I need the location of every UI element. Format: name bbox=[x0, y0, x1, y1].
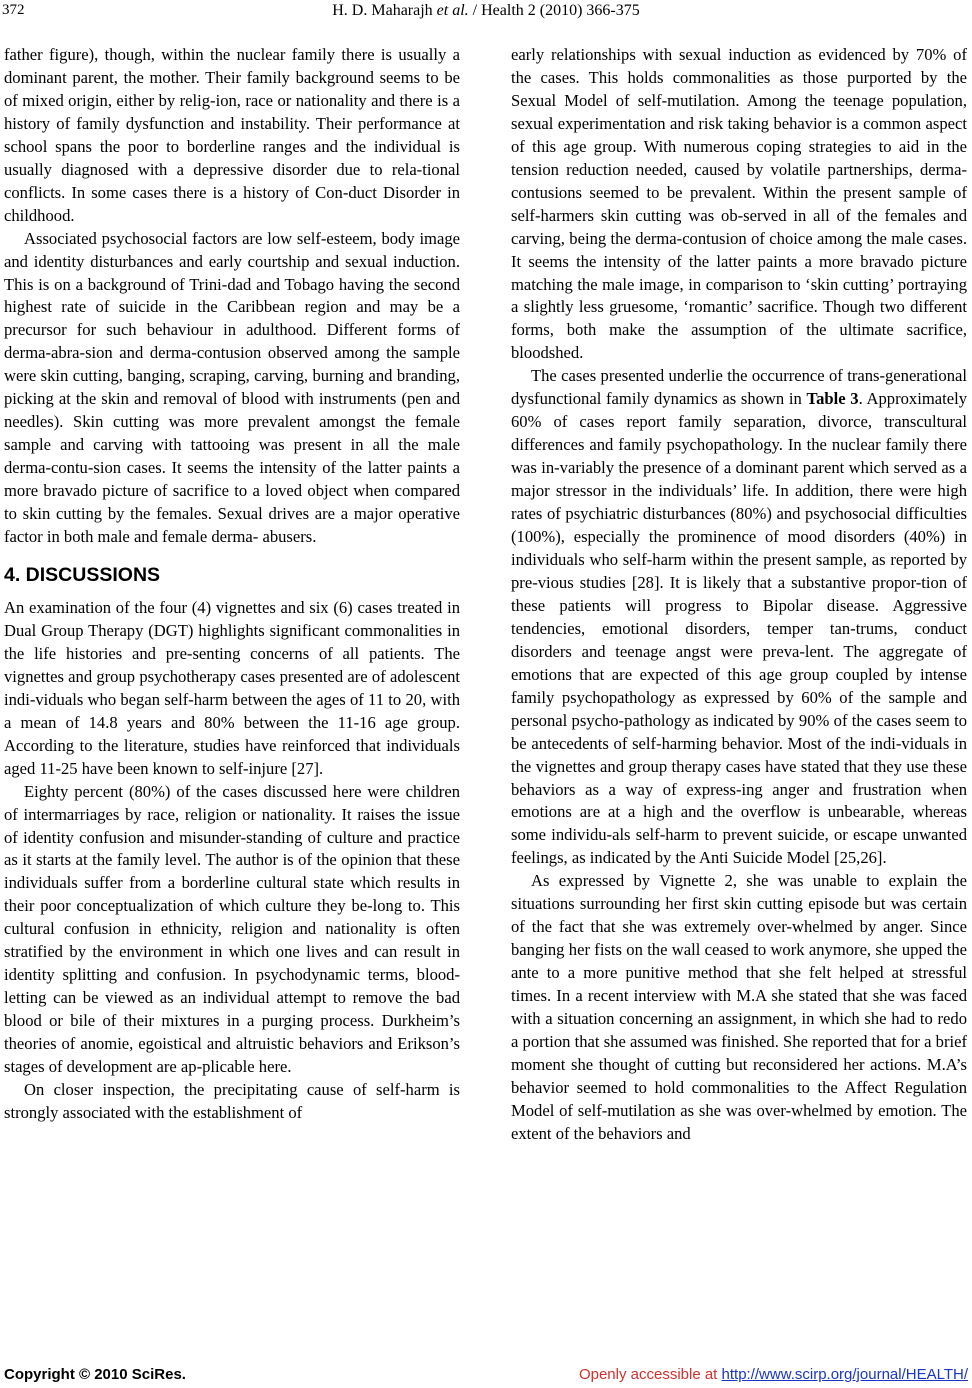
right-paragraph-1: early relationships with sexual induction as evidenced by 70% of the cases. This holds commonalities as those purported by the Sexual Model of self-mutilation. Among the teenage population, sexual experimentation and risk taking behavior is a common aspect of this age group. With numerous coping strategies to aid in the tension reduction needed, caused by volatile partnerships, derma-contusions seemed to be prevalent. Within the present sample of self-harmers skin cutting was ob-served in all of the females and carving, being the derma-contusion of choice among the male cases. It seems the intensity of the latter paints a more bravado picture matching the male image, in comparison to ‘skin cutting’ portraying a slightly less gruesome, ‘romantic’ sacrifice. Though two different forms, both make the assumption of the ultimate sacrifice, bloodshed. bbox=[511, 45, 967, 363]
left-paragraph-2: Associated psychosocial factors are low self-esteem, body image and identity disturbances and early courtship and sexual induction. This is on a background of Trini-dad and Tobago having the second highest rate of suicide in the Caribbean region and may be a precursor for such behaviour in adulthood. Different forms of derma-abra-sion and derma-contusion observed among the sample were skin cutting, banging, scraping, carving, burning and branding, picking at the skin and removal of blood with instruments (pen and needles). Skin cutting was more prevalent amongst the female sample and carving with tattooing was present in all the male derma-contu-sion cases. It seems the intensity of the latter paints a more bravado picture of sacrifice to a loved object when compared to skin cutting by the females. Sexual drives are a major operative factor in both male and female derma- abusers. bbox=[4, 228, 460, 547]
header-authors: H. D. Maharajh bbox=[332, 2, 437, 19]
left-paragraph-5: On closer inspection, the precipitating cause of self-harm is strongly associated with the establishment of bbox=[4, 1079, 460, 1122]
header-etal: et al. bbox=[436, 2, 469, 19]
right-paragraph-2 bbox=[511, 365, 967, 870]
header-journal: / Health 2 (2010) 366-375 bbox=[468, 2, 640, 19]
left-column bbox=[4, 44, 460, 1125]
left-paragraph-3: An examination of the four (4) vignettes and six (6) cases treated in Dual Group Therapy (DGT) highlights significant commonalities in the life histories and pre-senting concerns of all patients. The vignettes and group psychotherapy cases presented are of adolescent indi-viduals who began self-harm between the ages of 11 to 20, with a mean of 14.8 years and 80% between the 11-16 age group. According to the literature, studies have reinforced that individuals aged 11-25 have been known to self-injure [27]. bbox=[4, 597, 460, 778]
left-paragraph-4: Eighty percent (80%) of the cases discussed here were children of intermarriages by race, religion or nationality. It raises the issue of identity confusion and misunder-standing of culture and practice as it starts at the family level. The author is of the opinion that these individuals suffer from a borderline cultural state which results in their poor conceptualization of which culture they be-long to. This cultural confusion in ethnicity, religion and nationality is often stratified by the environment in which one lives and can result in identity splitting and confusion. In psychodynamic terms, blood- letting can be viewed as an individual attempt to remove the bad blood or bile of their mixtures in a purging process. Durkheim’s theories of anomie, egoistical and altruistic behaviors and Erikson’s stages of development are ap-plicable here. bbox=[4, 781, 460, 1077]
footer-copyright: Copyright © 2010 SciRes. bbox=[4, 1366, 186, 1383]
right-paragraph-2-rest: . Approximately 60% of cases report family separation, divorce, transcultural differences and family psychopathology. In the nuclear family there was in-variably the presence of a dominant parent which served as a major stressor in the individuals’ life. In addition, there were high rates of psychiatric disturbances (80%) and psychosocial difficulties (100%), especially the prominence of mood disorders (40%) in individuals who self-harm within the present sample, as reported by pre-vious studies [28]. It is likely that a substantive propor-tion of these patients will progress to Bipolar disease. Aggressive tendencies, emotional disorders, temper tan-trums, conduct disorders and teenage angst were preva-lent. The aggregate of emotions that are expected of this age group coupled by intense family psychopathology as expressed by 60% of the sample and personal psycho-pathology as indicated by 90% of the cases seem to be antecedents of self-harming behavior. Most of the indi-viduals in the vignettes and group therapy cases have stated that they use these behaviors as a way of express-ing anger and frustration when emotions are at a high and the overflow is unbearable, whereas some individu-als self-harm to prevent suicide, or escape unwanted feelings, as indicated by the Anti Suicide Model [25,26]. bbox=[511, 389, 967, 868]
right-paragraph-2-start: The cases presented underlie the occurrence of trans-generational dysfunctional family dynamics as shown in bbox=[511, 366, 967, 409]
journal-url-link[interactable]: http://www.scirp.org/journal/HEALTH/ bbox=[721, 1366, 968, 1383]
footer-access-prefix: Openly accessible at bbox=[578, 1366, 722, 1383]
left-paragraph-1: father figure), though, within the nuclear family there is usually a dominant parent, the mother. Their family background seems to be of mixed origin, either by relig-ion, race or nationality and there is a history of family dysfunction and instability. Their performance at school spans the poor to borderline ranges and the individual is usually diagnosed with a depressive disorder due to rela-tional conflicts. In some cases there is a history of Con-duct Disorder in childhood. bbox=[4, 45, 460, 225]
page-number: 372 bbox=[2, 2, 25, 18]
right-paragraph-3: As expressed by Vignette 2, she was unable to explain the situations surrounding her first skin cutting episode but was certain of the fact that she was extremely over-whelmed by anger. Since banging her fists on the wall ceased to work anymore, she upped the ante to a more punitive method that she felt helped at stressful times. In a recent interview with M.A she stated that she was faced with a situation concerning an assignment, in which she had to redo a portion that she assumed was finished. She reported that for a brief moment she thought of cutting but reconsidered her actions. M.A’s behavior seemed to hold commonalities to the Affect Regulation Model of self-mutilation as she was over-whelmed by emotion. The extent of the behaviors and bbox=[511, 871, 967, 1143]
right-column bbox=[511, 44, 967, 1146]
table-reference-link[interactable]: Table 3 bbox=[806, 389, 859, 409]
footer-access bbox=[579, 1366, 968, 1383]
running-header bbox=[0, 2, 972, 20]
section-heading: 4. DISCUSSIONS bbox=[4, 563, 161, 586]
